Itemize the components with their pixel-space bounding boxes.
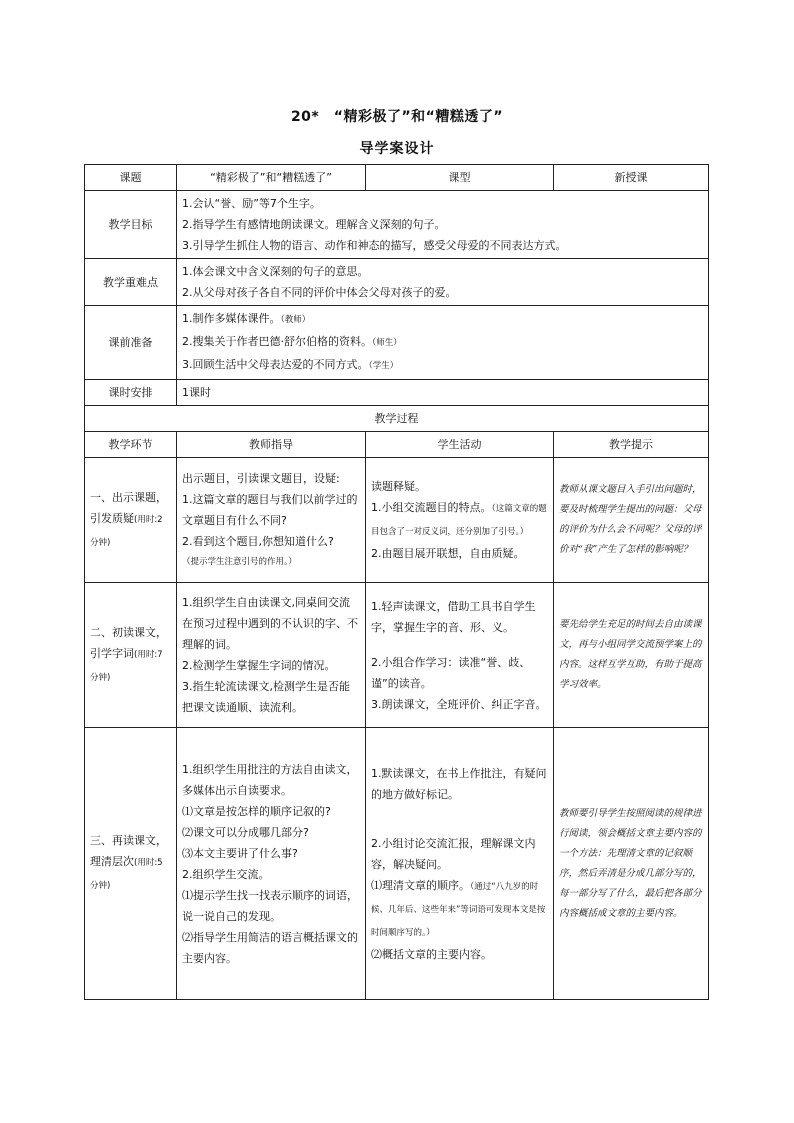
column-header: 教学环节 (85, 432, 177, 458)
teacher-step: ⑴文章是按怎样的顺序记叙的? (182, 804, 331, 818)
stage-cell (85, 728, 177, 1000)
process-heading: 教学过程 (85, 406, 709, 432)
stage-time: (用时:2分钟) (90, 514, 163, 548)
student-note: （通过“八九岁的时候、几年后、这些年来”等词语可发现本文是按时间顺序写的。） (371, 881, 546, 938)
student-step: 1.默读课文，在书上作批注，有疑问的地方做好标记。 (371, 766, 547, 801)
table-row-keypoints (85, 259, 709, 306)
teacher-step: 2.组织学生交流。 (182, 867, 270, 881)
type-value: 新授课 (554, 165, 709, 191)
hint-text: 教师从课文题目入手引出问题时，要及时梳理学生提出的问题：父母的评价为什么会不同呢？父母的评价对“我”产生了怎样的影响呢？ (559, 484, 702, 555)
table-row-topic (85, 165, 709, 191)
stage-name: 一、出示课题，引发质疑 (90, 490, 167, 525)
teacher-guidance (177, 728, 366, 1000)
student-activity (366, 583, 554, 728)
table-row-column-headers (85, 432, 709, 458)
teaching-hint (554, 583, 709, 728)
keypoint-item: 1.体会课文中含义深刻的句子的意思。 (182, 265, 369, 278)
document-title: 20* “精彩极了”和“糟糕透了” (290, 109, 504, 125)
prep-label: 课前准备 (85, 306, 177, 380)
stage-name: 三、再读课文，理清层次 (90, 834, 167, 868)
document-subtitle: 导学案设计 (359, 141, 435, 157)
teacher-step: 3.指生轮流读课文,检测学生是否能把课文读通顺、读流利。 (182, 680, 350, 714)
student-step: 2.由题目展开联想，自由质疑。 (371, 547, 525, 560)
goal-item: 3.引导学生抓住人物的语言、动作和神态的描写，感受父母爱的不同表达方式。 (182, 239, 567, 252)
table-row-stage-1 (85, 458, 709, 583)
table-row-stage-2 (85, 583, 709, 728)
teacher-step: 2.看到这个题目,你想知道什么? (182, 534, 334, 548)
goal-item: 2.指导学生有感情地朗读课文。理解含义深刻的句子。 (182, 218, 446, 231)
schedule-label: 课时安排 (85, 380, 177, 406)
teacher-note: （提示学生注意引号的作用。） (182, 556, 297, 567)
prep-content (177, 306, 709, 380)
table-row-goals (85, 191, 709, 259)
column-header: 教学提示 (554, 432, 709, 458)
student-step: ⑴理清文章的顺序。 (371, 878, 470, 892)
prep-role-note: （师生） (372, 338, 402, 348)
hint-text: 教师要引导学生按照阅读的规律进行阅读，领会概括文章主要内容的一个方法：先理清文章的记叙顺序，然后弄清是分成几部分写的，每一部分写了什么，最后把各部分内容概括成文章的主要内容。 (559, 807, 702, 919)
teacher-step: ⑴提示学生找一找表示顺序的词语，说一说自己的发现。 (182, 888, 358, 923)
teacher-step: 出示题目，引读课文题目，设疑: (182, 471, 340, 485)
goal-item: 1.会认“誉、励”等7个生字。 (182, 197, 321, 210)
goals-label: 教学目标 (85, 191, 177, 259)
type-label: 课型 (366, 165, 554, 191)
teacher-step: 1.组织学生自由读课文,同桌间交流在预习过程中遇到的不认识的字、不理解的词。 (182, 596, 358, 651)
topic-label: 课题 (85, 165, 177, 191)
teacher-step: 1.组织学生用批注的方法自由读文，多媒体出示自读要求。 (182, 762, 358, 797)
hint-text: 要先给学生充足的时间去自由读课文，再与小组同学交流预学案上的内容。这样互学互助，有助于提高学习效率。 (559, 619, 702, 690)
teacher-guidance (177, 583, 366, 728)
teacher-step: ⑶本文主要讲了什么事? (182, 846, 298, 860)
student-note: （这篇文章的题目包含了一对反义词，还分别加了引号。） (371, 504, 547, 537)
prep-item: 1.制作多媒体课件。（教师） (182, 312, 311, 325)
stage-time: (用时:7分钟) (90, 649, 163, 683)
stage-cell (85, 458, 177, 583)
student-activity (366, 728, 554, 1000)
prep-role-note: （学生） (368, 361, 399, 371)
keypoints-label: 教学重难点 (85, 259, 177, 306)
keypoint-item: 2.从父母对孩子各自不同的评价中体会父母对孩子的爱。 (182, 286, 457, 299)
column-header: 学生活动 (366, 432, 554, 458)
teacher-step: 2.检测学生掌握生字词的情况。 (182, 659, 336, 672)
student-activity (366, 458, 554, 583)
keypoints-content (177, 259, 709, 306)
teacher-step: 1.这篇文章的题目与我们以前学过的文章题目有什么不同? (182, 492, 358, 527)
stage-name: 二、初读课文，引学字词 (90, 625, 167, 660)
student-step: 2.小组讨论交流汇报，理解课文内容，解决疑问。 (371, 836, 536, 871)
schedule-value: 1课时 (177, 380, 709, 406)
student-step: 1.小组交流题目的特点。 (371, 501, 492, 514)
prep-item: 2.搜集关于作者巴德·舒尔伯格的资料。（师生） (182, 335, 402, 348)
student-step: 3.朗读课文，全班评价、纠正字音。 (371, 697, 547, 711)
student-step: 2.小组合作学习：读准“誉、歧、谨”的读音。 (371, 655, 531, 690)
student-step: ⑵概括文章的主要内容。 (371, 947, 492, 961)
teaching-hint (554, 728, 709, 1000)
goals-content (177, 191, 709, 259)
stage-time: (用时:5分钟) (90, 858, 163, 891)
stage-cell (85, 583, 177, 728)
teacher-step: ⑵指导学生用简洁的语言概括课文的主要内容。 (182, 930, 358, 965)
table-row-stage-3 (85, 728, 709, 1000)
topic-value: “精彩极了”和“糟糕透了” (177, 165, 366, 191)
table-row-schedule (85, 380, 709, 406)
teaching-hint (554, 458, 709, 583)
teacher-step: ⑵课文可以分成哪几部分? (182, 825, 309, 839)
teacher-guidance (177, 458, 366, 583)
prep-role-note: （教师） (280, 315, 311, 325)
prep-item: 3.回顾生活中父母表达爱的不同方式。（学生） (182, 358, 399, 371)
student-step: 读题释疑。 (371, 480, 426, 493)
lesson-plan-table (84, 164, 709, 1000)
table-row-process-heading (85, 406, 709, 432)
column-header: 教师指导 (177, 432, 366, 458)
table-row-prep (85, 306, 709, 380)
student-step: 1.轻声读课文，借助工具书自学生字，掌握生字的音、形、义。 (371, 599, 536, 634)
